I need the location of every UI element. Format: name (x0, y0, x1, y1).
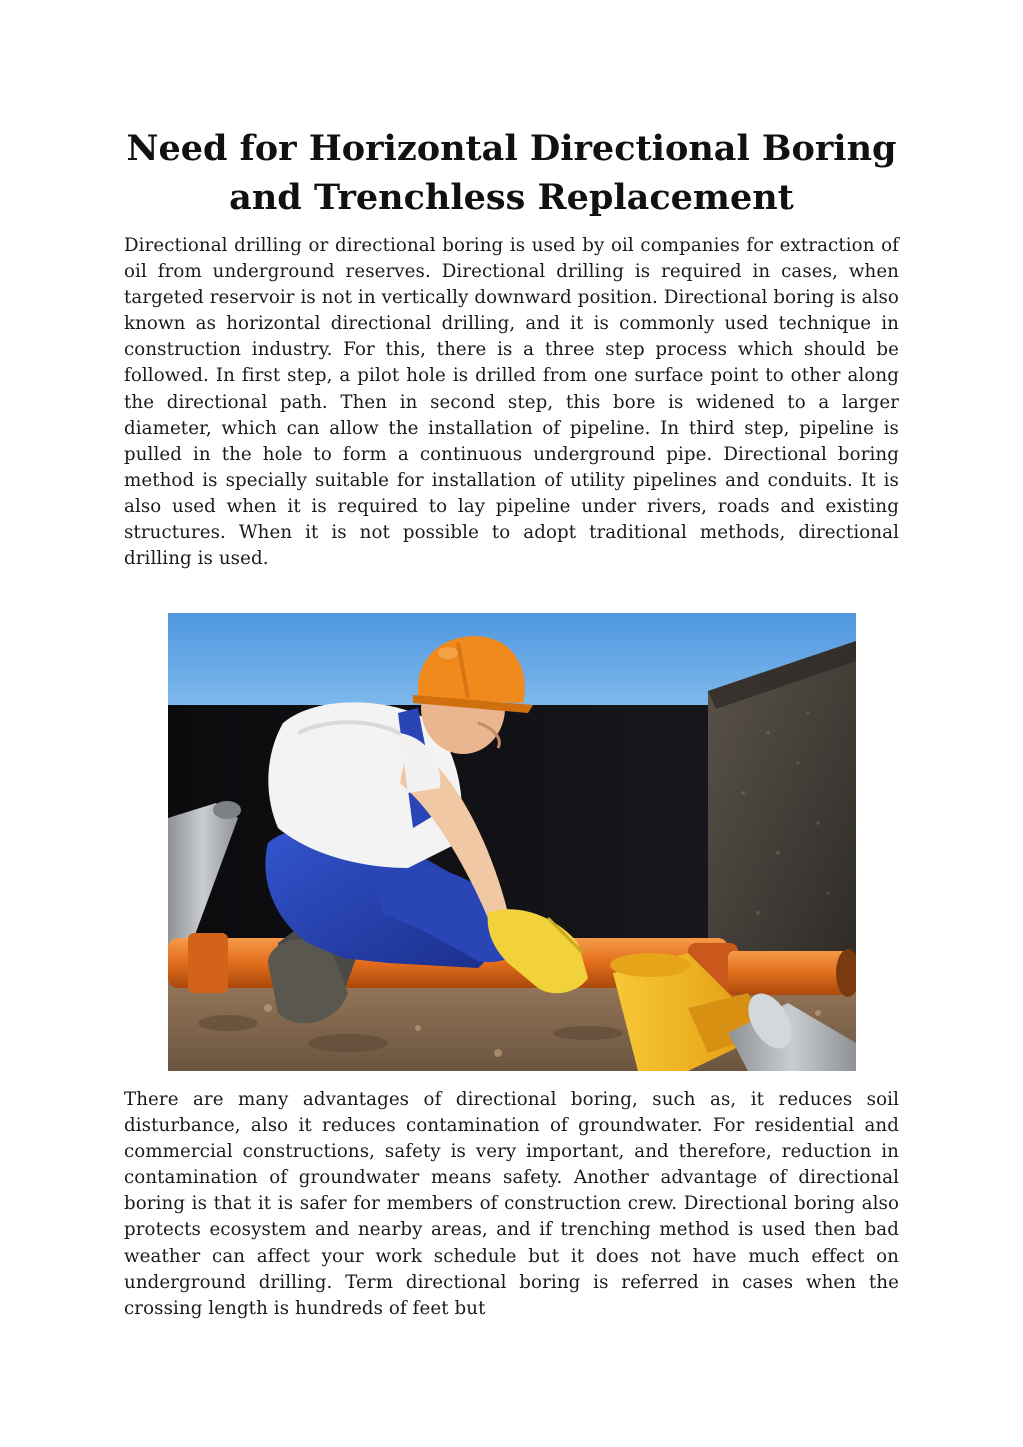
construction-photo (168, 613, 856, 1071)
body-paragraph-2: There are many advantages of directional boring, such as, it reduces soil disturbance, also it reduces contamination of groundwater. For residential and commercial constructions, safety is very important, and therefore, reduction in contamination of groundwater means safety. Another advantage of directional boring is that it is safer for members of construction crew. Directional boring also protects ecosystem and nearby areas, and if trenching method is used then bad weather can affect your work schedule but it does not have much effect on underground drilling. Term directional boring is referred in cases when the crossing length is hundreds of feet but (124, 1089, 899, 1319)
body-paragraph-1: Directional drilling or directional boring is used by oil companies for extraction of oil from underground reserves. Directional drilling is required in cases, when targeted reservoir is not in vertically downward position. Directional boring is also known as horizontal directional drilling, and it is commonly used technique in construction industry. For this, there is a three step process which should be followed. In first step, a pilot hole is drilled from one surface point to other along the directional path. Then in second step, this bore is widened to a larger diameter, which can allow the installation of pipeline. In third step, pipeline is pulled in the hole to form a continuous underground pipe. Directional boring method is specially suitable for installation of utility pipelines and conduits. It is also used when it is required to lay pipeline under rivers, roads and existing structures. When it is not possible to adopt traditional methods, directional drilling is used. (124, 235, 899, 570)
construction-photo-illustration (168, 613, 856, 1071)
page-title: Need for Horizontal Directional Boring and Trenchless Replacement (126, 128, 897, 218)
